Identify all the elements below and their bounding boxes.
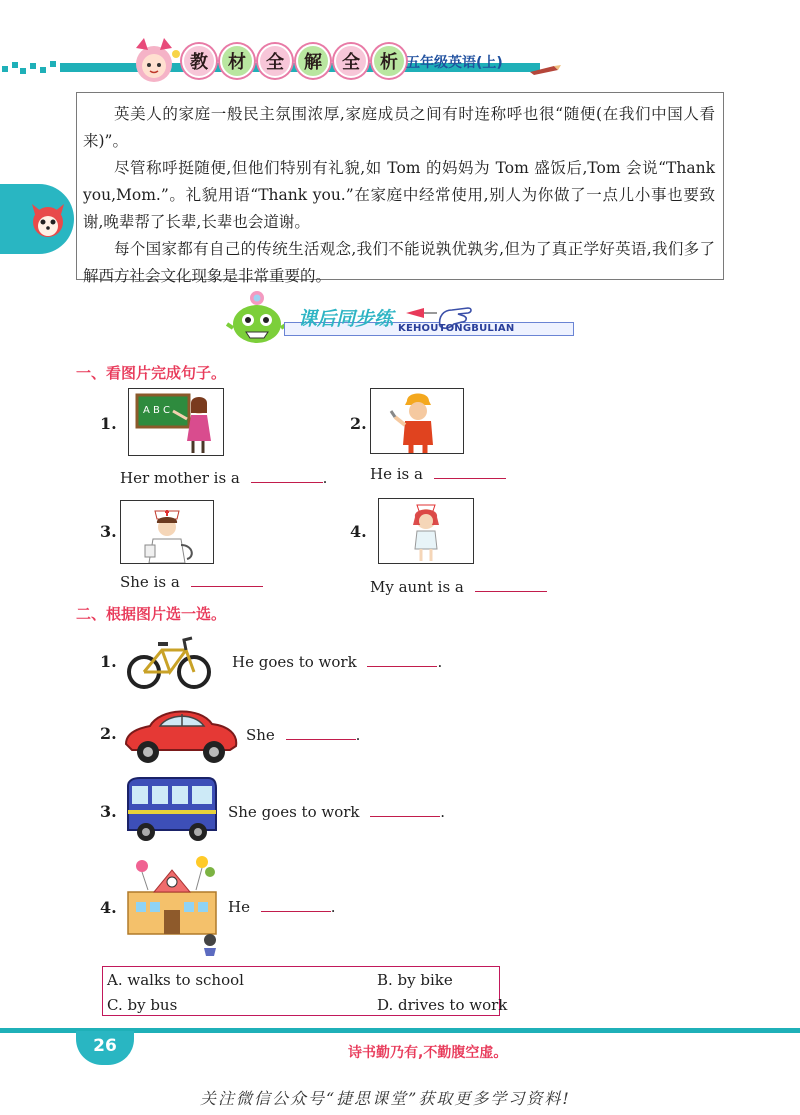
banner-subtitle: KEHOUTONGBULIAN (398, 323, 515, 334)
banner-title: 课后同步练 (298, 308, 394, 330)
footer-motto: 诗书勤乃有,不勤腹空虚。 (348, 1045, 508, 1061)
nurse-picture (120, 500, 214, 564)
fox-face-icon (28, 198, 68, 240)
sentence-row (370, 465, 506, 483)
header-pixel (40, 67, 46, 73)
sentence-text: He goes to work (232, 653, 357, 671)
header-pixel (12, 62, 18, 68)
header-pixel (2, 66, 8, 72)
question-number: 1. (100, 652, 117, 671)
note-paragraph: 英美人的家庭一般民主氛围浓厚,家庭成员之间有时连称呼也很“随便(在我们中国人看来)”。 (83, 105, 715, 150)
sentence-text: Her mother is a (120, 469, 240, 487)
nurse-girl-picture (378, 498, 474, 564)
header-pixel (30, 63, 36, 69)
question-number: 4. (350, 522, 367, 541)
title-char: 析 (372, 44, 406, 78)
book-title (182, 44, 406, 78)
sentence-end: . (440, 803, 446, 821)
sentence-row (232, 653, 442, 671)
sentence-row (228, 898, 336, 916)
answer-blank[interactable] (367, 666, 437, 667)
question-number: 1. (100, 414, 117, 433)
question-number: 4. (100, 898, 117, 917)
sentence-end: . (355, 726, 361, 744)
sentence-text: He is a (370, 465, 423, 483)
school-picture (118, 850, 226, 958)
teacher-picture (128, 388, 224, 456)
sentence-row (370, 578, 547, 596)
question-number: 2. (350, 414, 367, 433)
sentence-text: She (246, 726, 275, 744)
sentence-end: . (322, 469, 328, 487)
watermark-text: 关注微信公众号“捷思课堂”获取更多学习资料! (200, 1089, 571, 1108)
grade-label: 五年级英语(上) (406, 55, 503, 71)
sentence-row (120, 573, 263, 591)
note-paragraph: 每个国家都有自己的传统生活观念,我们不能说孰优孰劣,但为了真正学好英语,我们多了解西方社会文化现象是非常重要的。 (83, 240, 715, 285)
worker-picture (370, 388, 464, 454)
option-c[interactable]: C. by bus (107, 996, 178, 1014)
pencil-icon (528, 62, 562, 76)
cartoon-girl-icon (126, 34, 184, 90)
question-number: 2. (100, 724, 117, 743)
answer-blank[interactable] (191, 586, 263, 587)
answer-blank[interactable] (370, 816, 440, 817)
sentence-text: My aunt is a (370, 578, 464, 596)
options-box (102, 966, 508, 1016)
title-char: 全 (258, 44, 292, 78)
header-pixel (50, 61, 56, 67)
option-d[interactable]: D. drives to work (377, 996, 508, 1014)
answer-blank[interactable] (261, 911, 331, 912)
arrow-icon (404, 306, 438, 320)
answer-blank[interactable] (434, 478, 506, 479)
answer-blank[interactable] (251, 482, 323, 483)
section-title: 二、根据图片选一选。 (76, 605, 227, 623)
svg-text:A B C: A B C (143, 405, 171, 416)
title-char: 教 (182, 44, 216, 78)
bike-picture (124, 628, 214, 692)
bus-picture (122, 774, 220, 846)
option-a[interactable]: A. walks to school (107, 971, 244, 989)
title-char: 解 (296, 44, 330, 78)
sentence-row (120, 469, 327, 487)
header-pixel (20, 68, 26, 74)
answer-blank[interactable] (286, 739, 356, 740)
car-picture (126, 711, 236, 763)
sentence-text: He (228, 898, 250, 916)
practice-banner (226, 288, 574, 346)
note-paragraph: 尽管称呼挺随便,但他们特别有礼貌,如 Tom 的妈妈为 Tom 盛饭后,Tom 会说“Thank you,Mom.”。礼貌用语“Thank you.”在家庭中经常使用,别人为你做了一点儿小事也要致谢,晚辈帮了长辈,长辈也会道谢。 (83, 159, 715, 231)
sentence-text: She is a (120, 573, 180, 591)
title-char: 材 (220, 44, 254, 78)
title-char: 全 (334, 44, 368, 78)
monster-mascot-icon (226, 288, 288, 346)
question-number: 3. (100, 802, 117, 821)
sentence-end: . (330, 898, 336, 916)
question-number: 3. (100, 522, 117, 541)
option-b[interactable]: B. by bike (377, 971, 453, 989)
page-number: 26 (93, 1036, 117, 1056)
culture-note-box (76, 92, 724, 285)
sentence-row (246, 726, 360, 744)
answer-blank[interactable] (475, 591, 547, 592)
sentence-end: . (437, 653, 443, 671)
sentence-text: She goes to work (228, 803, 360, 821)
sentence-row (228, 803, 445, 821)
section-title: 一、看图片完成句子。 (76, 364, 227, 382)
